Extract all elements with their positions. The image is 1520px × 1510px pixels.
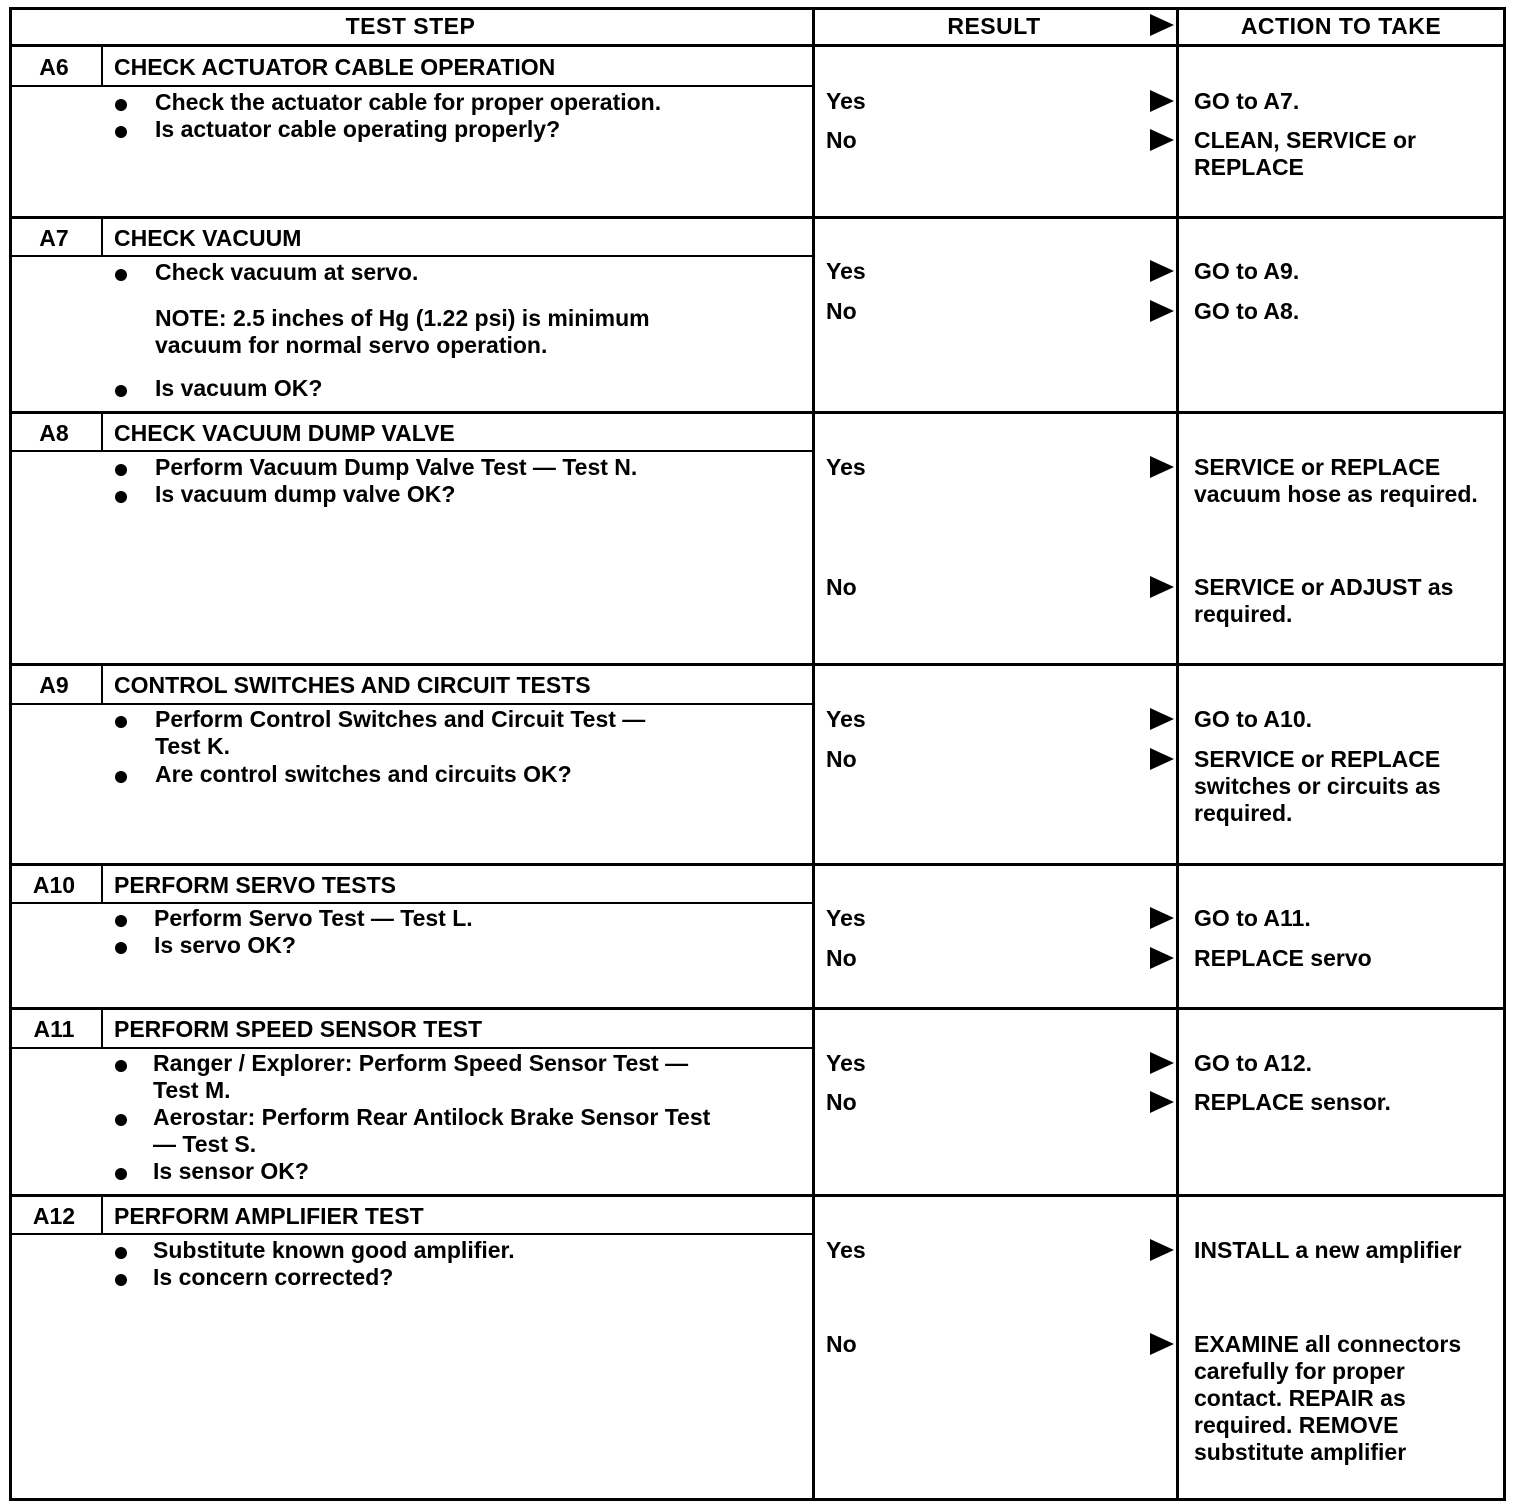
step-instruction: Is vacuum dump valve OK? (155, 481, 456, 507)
step-title: CONTROL SWITCHES AND CIRCUIT TESTS (114, 672, 591, 698)
bullet-icon (115, 99, 127, 111)
step-instruction: Is vacuum OK? (155, 375, 323, 401)
title-divider (9, 1047, 812, 1049)
step-instruction: — Test S. (153, 1131, 257, 1157)
step-title: CHECK VACUUM DUMP VALVE (114, 420, 455, 446)
header-result: RESULT (947, 13, 1041, 39)
action-text: REPLACE servo (1194, 945, 1372, 971)
arrow-right-icon (1150, 90, 1174, 112)
action-text: GO to A9. (1194, 258, 1300, 284)
result-label: No (826, 945, 857, 971)
action-text: CLEAN, SERVICE or (1194, 127, 1416, 153)
action-text: substitute amplifier (1194, 1439, 1407, 1465)
result-label: Yes (826, 258, 866, 284)
step-title: CHECK ACTUATOR CABLE OPERATION (114, 54, 556, 80)
step-id-divider (101, 863, 103, 902)
action-text: REPLACE sensor. (1194, 1089, 1391, 1115)
step-instruction: Is servo OK? (154, 932, 296, 958)
arrow-right-icon (1150, 1333, 1174, 1355)
action-text: SERVICE or ADJUST as (1194, 574, 1454, 600)
arrow-right-icon (1150, 300, 1174, 322)
step-instruction: Is sensor OK? (153, 1158, 309, 1184)
action-text: carefully for proper (1194, 1358, 1405, 1384)
bullet-icon (115, 1247, 127, 1259)
bullet-icon (115, 1060, 127, 1072)
bullet-icon (115, 464, 127, 476)
step-instruction: Is actuator cable operating properly? (155, 116, 561, 142)
action-text: INSTALL a new amplifier (1194, 1237, 1462, 1263)
title-divider (9, 902, 812, 904)
result-label: No (826, 1331, 857, 1357)
column-divider (812, 7, 815, 1501)
result-label: No (826, 746, 857, 772)
result-label: No (826, 574, 857, 600)
step-instruction: Substitute known good amplifier. (153, 1237, 515, 1263)
result-label: No (826, 127, 857, 153)
step-instruction: Aerostar: Perform Rear Antilock Brake Sensor Test (153, 1104, 711, 1130)
step-title: PERFORM AMPLIFIER TEST (114, 1203, 424, 1229)
action-text: contact. REPAIR as (1194, 1385, 1406, 1411)
row-divider (9, 216, 1506, 219)
action-text: required. (1194, 601, 1293, 627)
action-text: GO to A7. (1194, 88, 1300, 114)
result-label: Yes (826, 905, 866, 931)
step-instruction: Perform Control Switches and Circuit Test — (155, 706, 646, 732)
step-instruction: Test M. (153, 1077, 231, 1103)
step-id-divider (101, 45, 103, 85)
row-divider (9, 411, 1506, 414)
action-text: required. REMOVE (1194, 1412, 1399, 1438)
action-text: switches or circuits as (1194, 773, 1441, 799)
action-text: GO to A8. (1194, 298, 1300, 324)
result-label: No (826, 1089, 857, 1115)
step-instruction: Perform Vacuum Dump Valve Test — Test N. (155, 454, 638, 480)
bullet-icon (115, 491, 127, 503)
bullet-icon (115, 385, 127, 397)
step-instruction: Is concern corrected? (153, 1264, 394, 1290)
step-instruction: vacuum for normal servo operation. (155, 332, 548, 358)
bullet-icon (115, 915, 127, 927)
step-title: PERFORM SPEED SENSOR TEST (114, 1016, 483, 1042)
result-label: Yes (826, 1050, 866, 1076)
action-text: required. (1194, 800, 1293, 826)
step-id-divider (101, 663, 103, 703)
step-title: CHECK VACUUM (114, 225, 302, 251)
result-label: Yes (826, 706, 866, 732)
arrow-right-icon (1150, 1239, 1174, 1261)
arrow-right-icon (1150, 129, 1174, 151)
step-id: A11 (33, 1016, 75, 1042)
action-text: GO to A10. (1194, 706, 1312, 732)
step-title: PERFORM SERVO TESTS (114, 872, 397, 898)
result-label: No (826, 298, 857, 324)
bullet-icon (115, 771, 127, 783)
step-instruction: Are control switches and circuits OK? (155, 761, 572, 787)
arrow-right-icon (1150, 456, 1174, 478)
step-id-divider (101, 411, 103, 450)
step-instruction: Ranger / Explorer: Perform Speed Sensor Test — (153, 1050, 689, 1076)
action-text: EXAMINE all connectors (1194, 1331, 1462, 1357)
step-id-divider (101, 1194, 103, 1233)
result-label: Yes (826, 454, 866, 480)
arrow-right-icon (1150, 260, 1174, 282)
step-instruction: Check the actuator cable for proper operation. (155, 89, 662, 115)
row-divider (9, 1007, 1506, 1010)
action-text: REPLACE (1194, 154, 1304, 180)
step-instruction: Perform Servo Test — Test L. (154, 905, 473, 931)
bullet-icon (115, 942, 127, 954)
step-instruction: NOTE: 2.5 inches of Hg (1.22 psi) is minimum (155, 305, 650, 331)
arrow-right-icon (1150, 1052, 1174, 1074)
title-divider (9, 255, 812, 257)
action-text: vacuum hose as required. (1194, 481, 1478, 507)
arrow-right-icon (1150, 1091, 1174, 1113)
result-label: Yes (826, 1237, 866, 1263)
arrow-right-icon (1150, 708, 1174, 730)
header-action: ACTION TO TAKE (1240, 13, 1442, 39)
bullet-icon (115, 1114, 127, 1126)
title-divider (9, 85, 812, 87)
step-instruction: Check vacuum at servo. (155, 259, 419, 285)
title-divider (9, 1233, 812, 1235)
action-text: GO to A11. (1194, 905, 1311, 931)
step-id-divider (101, 216, 103, 255)
action-text: SERVICE or REPLACE (1194, 746, 1441, 772)
arrow-right-icon (1150, 907, 1174, 929)
header-arrow-icon (1150, 14, 1174, 36)
title-divider (9, 703, 812, 705)
row-divider (9, 663, 1506, 666)
step-id: A10 (32, 872, 76, 898)
step-id: A7 (39, 225, 69, 251)
arrow-right-icon (1150, 748, 1174, 770)
arrow-right-icon (1150, 576, 1174, 598)
header-divider (9, 44, 1506, 47)
arrow-right-icon (1150, 947, 1174, 969)
bullet-icon (115, 716, 127, 728)
step-id: A12 (32, 1203, 76, 1229)
bullet-icon (115, 269, 127, 281)
row-divider (9, 1194, 1506, 1197)
bullet-icon (115, 1168, 127, 1180)
header-test-step: TEST STEP (345, 13, 476, 39)
bullet-icon (115, 126, 127, 138)
column-divider (1176, 7, 1179, 1501)
step-id: A8 (39, 420, 69, 446)
bullet-icon (115, 1274, 127, 1286)
action-text: GO to A12. (1194, 1050, 1312, 1076)
title-divider (9, 450, 812, 452)
step-id: A6 (39, 54, 69, 80)
row-divider (9, 863, 1506, 866)
step-id: A9 (39, 672, 69, 698)
result-label: Yes (826, 88, 866, 114)
action-text: SERVICE or REPLACE (1194, 454, 1441, 480)
step-id-divider (101, 1007, 103, 1047)
step-instruction: Test K. (155, 733, 230, 759)
